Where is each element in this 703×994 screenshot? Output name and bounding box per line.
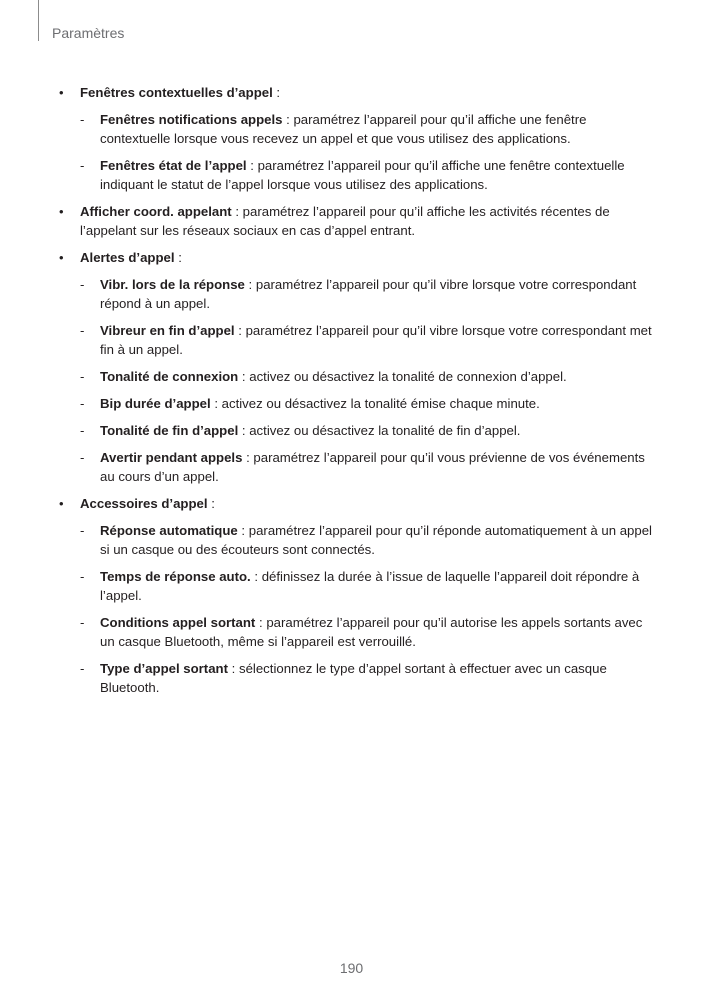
sub-desc: : paramétrez l’appareil pour qu’il vibre lorsque votre correspondant met fin à un appel. (100, 323, 652, 357)
list-item (56, 202, 656, 240)
sub-desc: : paramétrez l’appareil pour qu’il vous prévienne de vos événements au cours d’un appel. (100, 450, 645, 484)
sub-term: Avertir pendant appels (100, 450, 243, 465)
bullet-icon: • (59, 250, 64, 265)
bullet-icon: • (59, 85, 64, 100)
list-item (56, 83, 656, 194)
sub-term: Temps de réponse auto. (100, 569, 251, 584)
dash-icon: - (80, 450, 85, 465)
dash-icon: - (80, 661, 85, 676)
sub-item (80, 156, 656, 194)
sub-desc: : activez ou désactivez la tonalité de fin d’appel. (238, 423, 521, 438)
dash-icon: - (80, 277, 85, 292)
sub-desc: : activez ou désactivez la tonalité de connexion d’appel. (238, 369, 567, 384)
sub-item (80, 321, 656, 359)
sub-item (80, 659, 656, 697)
header-divider (38, 0, 39, 41)
settings-list (56, 83, 656, 705)
sub-item (80, 521, 656, 559)
sub-item (80, 110, 656, 148)
page-number: 190 (339, 960, 364, 976)
sub-desc: : paramétrez l’appareil pour qu’il affiche une fenêtre contextuelle indiquant le statut de l’appel lorsque vous utilisez des applications. (100, 158, 625, 192)
sub-item (80, 394, 656, 413)
sub-item (80, 567, 656, 605)
item-term: Fenêtres contextuelles d’appel (80, 85, 273, 100)
dash-icon: - (80, 158, 85, 173)
item-desc: : (207, 496, 215, 511)
dash-icon: - (80, 615, 85, 630)
sub-desc: : paramétrez l’appareil pour qu’il vibre lorsque votre correspondant répond à un appel. (100, 277, 637, 311)
dash-icon: - (80, 523, 85, 538)
sub-item (80, 448, 656, 486)
sub-term: Réponse automatique (100, 523, 238, 538)
item-term: Afficher coord. appelant (80, 204, 232, 219)
list-item (56, 248, 656, 486)
sub-term: Fenêtres état de l’appel (100, 158, 247, 173)
sub-desc: : paramétrez l’appareil pour qu’il réponde automatiquement à un appel si un casque ou des écouteurs sont connectés. (100, 523, 652, 557)
sub-desc: : paramétrez l’appareil pour qu’il affiche une fenêtre contextuelle lorsque vous recevez un appel et que vous utilisez des applications. (100, 112, 587, 146)
dash-icon: - (80, 323, 85, 338)
dash-icon: - (80, 369, 85, 384)
sub-term: Tonalité de fin d’appel (100, 423, 239, 438)
item-desc: : paramétrez l’appareil pour qu’il affiche les activités récentes de l’appelant sur les réseaux sociaux en cas d’appel entrant. (80, 204, 610, 238)
sub-term: Type d’appel sortant (100, 661, 228, 676)
bullet-icon: • (59, 204, 64, 219)
sub-item (80, 367, 656, 386)
item-term: Accessoires d’appel (80, 496, 208, 511)
dash-icon: - (80, 112, 85, 127)
section-title: Paramètres (52, 25, 125, 41)
sub-term: Conditions appel sortant (100, 615, 256, 630)
sub-desc: : définissez la durée à l’issue de laquelle l’appareil doit répondre à l’appel. (100, 569, 640, 603)
item-term: Alertes d’appel (80, 250, 175, 265)
sub-term: Fenêtres notifications appels (100, 112, 283, 127)
bullet-icon: • (59, 496, 64, 511)
sub-item (80, 275, 656, 313)
sub-item (80, 421, 656, 440)
sub-term: Tonalité de connexion (100, 369, 239, 384)
sub-desc: : sélectionnez le type d’appel sortant à effectuer avec un casque Bluetooth. (100, 661, 607, 695)
dash-icon: - (80, 396, 85, 411)
item-desc: : (174, 250, 182, 265)
list-item (56, 494, 656, 697)
sub-term: Vibreur en fin d’appel (100, 323, 235, 338)
dash-icon: - (80, 423, 85, 438)
sub-term: Vibr. lors de la réponse (100, 277, 245, 292)
sub-term: Bip durée d’appel (100, 396, 211, 411)
sub-desc: : paramétrez l’appareil pour qu’il autorise les appels sortants avec un casque Bluetooth, même si l’appareil est verrouillé. (100, 615, 643, 649)
sub-item (80, 613, 656, 651)
dash-icon: - (80, 569, 85, 584)
item-desc: : (272, 85, 281, 100)
sub-desc: : activez ou désactivez la tonalité émise chaque minute. (210, 396, 540, 411)
